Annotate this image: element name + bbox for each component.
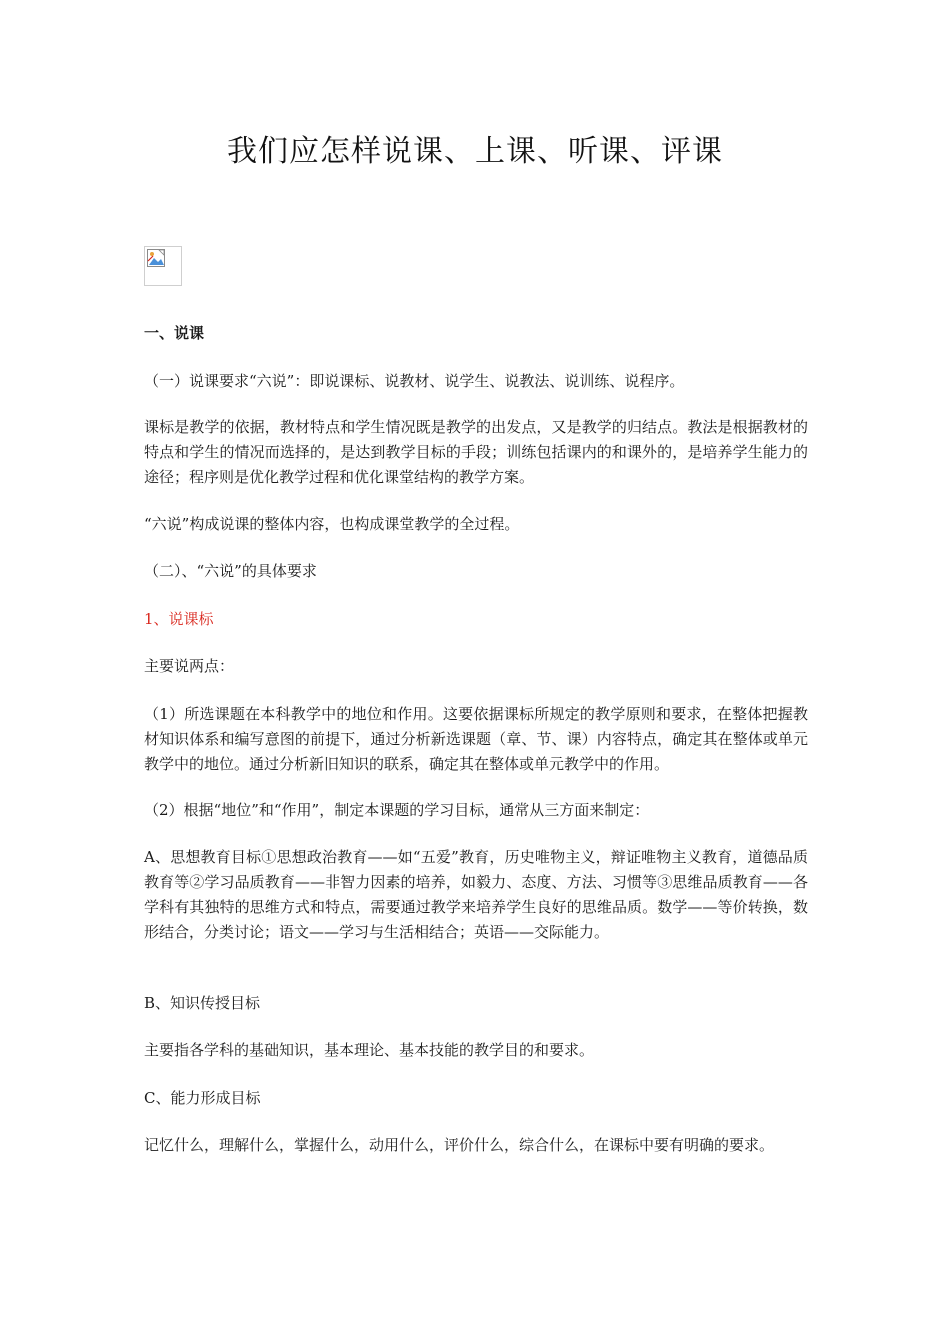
subheading-specific-requirements: （二）、“六说”的具体要求 — [144, 562, 317, 580]
subheading-curriculum: 1、说课标 — [144, 610, 214, 628]
section-heading-shuoke: 一、说课 — [144, 324, 205, 342]
subheading-goal-b: B、知识传授目标 — [144, 994, 261, 1012]
page-title: 我们应怎样说课、上课、听课、评课 — [227, 134, 723, 169]
paragraph-six-requirements: （一）说课要求“六说”：即说课标、说教材、说学生、说教法、说训练、说程序。 — [144, 372, 685, 390]
broken-image-glyph — [147, 249, 167, 269]
broken-image-icon — [144, 246, 182, 286]
paragraph-goal-a: A、思想教育目标①思想政治教育——如“五爱”教育，历史唯物主义，辩证唯物主义教育，道德品质教育等②学习品质教育——非智力因素的培养，如毅力、态度、方法、习惯等③思维品质教育——各学科有其独特的思维方式和特点，需要通过教学来培养学生良好的思维品质。数学——等价转换，数形结合，分类讨论；语文——学习与生活相结合；英语——交际能力。 — [144, 848, 808, 941]
subheading-goal-c: C、能力形成目标 — [144, 1089, 261, 1107]
paragraph-point-two: （2）根据“地位”和“作用”，制定本课题的学习目标，通常从三方面来制定： — [144, 801, 650, 819]
paragraph-goal-b: 主要指各学科的基础知识，基本理论、基本技能的教学目的和要求。 — [144, 1041, 595, 1059]
paragraph-curriculum-basis: 课标是教学的依据，教材特点和学生情况既是教学的出发点，又是教学的归结点。教法是根据教材的特点和学生的情况而选择的，是达到教学目标的手段；训练包括课内的和课外的，是培养学生能力的途径；程序则是优化教学过程和优化课堂结构的教学方案。 — [144, 418, 808, 486]
paragraph-two-points: 主要说两点： — [144, 657, 235, 675]
paragraph-point-one: （1）所选课题在本科教学中的地位和作用。这要依据课标所规定的教学原则和要求，在整体把握教材知识体系和编写意图的前提下，通过分析新选课题（章、节、课）内容特点，确定其在整体或单元教学中的地位。通过分析新旧知识的联系，确定其在整体或单元教学中的作用。 — [144, 705, 808, 773]
paragraph-goal-c: 记忆什么，理解什么，掌握什么，动用什么，评价什么，综合什么，在课标中要有明确的要求。 — [144, 1136, 775, 1154]
paragraph-six-whole: “六说”构成说课的整体内容，也构成课堂教学的全过程。 — [144, 515, 520, 533]
